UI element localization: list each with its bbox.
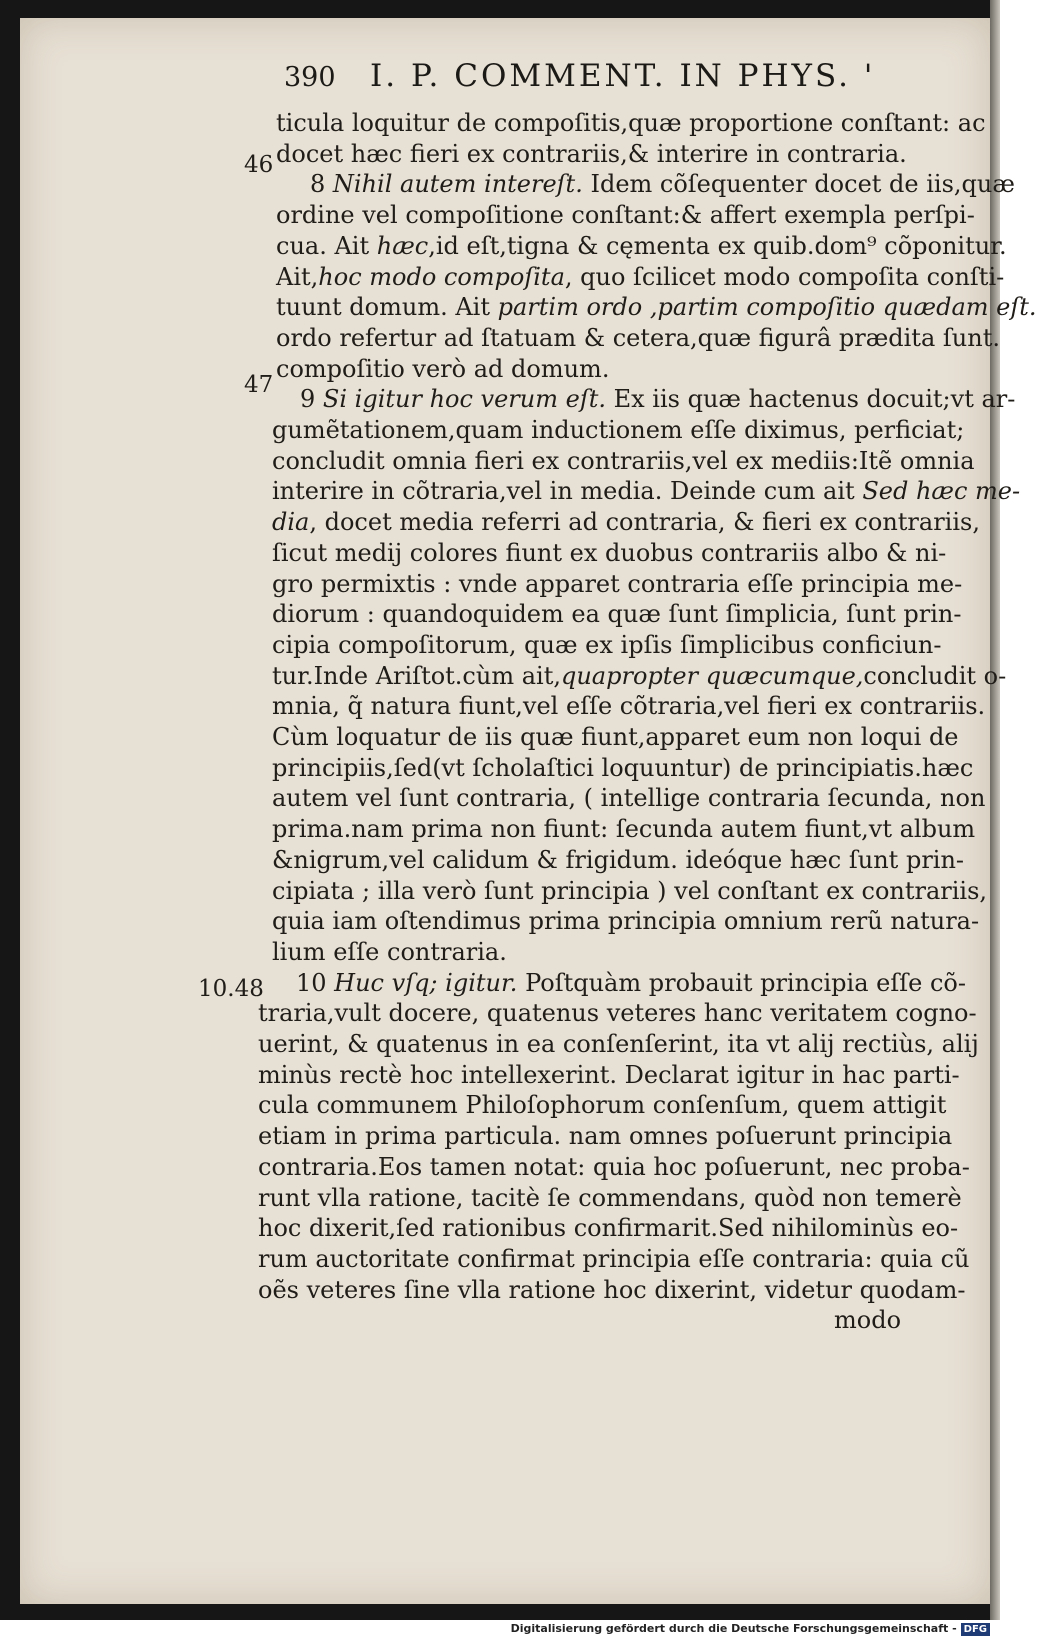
text-segment: Sed hæc me- bbox=[862, 477, 1021, 505]
dfg-logo: DFG bbox=[961, 1623, 990, 1636]
text-segment: Huc vſq; igitur. bbox=[334, 969, 518, 997]
text-line bbox=[276, 292, 1037, 322]
text-line bbox=[258, 1121, 953, 1151]
text-segment: autem vel ſunt contraria, ( intellige contraria ſecunda, non bbox=[272, 784, 986, 812]
text-line bbox=[272, 446, 975, 476]
text-line bbox=[272, 476, 1021, 506]
text-segment: diorum : quandoquidem ea quæ ſunt ſimplicia, ſunt prin- bbox=[272, 600, 962, 628]
text-segment: 8 bbox=[310, 170, 333, 198]
text-segment: etiam in prima particula. nam omnes poſuerunt principia bbox=[258, 1122, 953, 1150]
page-number: 390 bbox=[284, 62, 336, 93]
text-line bbox=[834, 1305, 901, 1335]
running-title: I. P. COMMENT. IN PHYS. ' bbox=[370, 58, 876, 94]
text-segment: Ait, bbox=[276, 263, 319, 291]
text-line bbox=[272, 814, 976, 844]
text-segment: cipia compoſitorum, quæ ex ipſis ſimplicibus conficiun- bbox=[272, 631, 942, 659]
text-line bbox=[272, 691, 986, 721]
text-line bbox=[258, 1183, 962, 1213]
text-line bbox=[272, 753, 974, 783]
text-line bbox=[272, 630, 942, 660]
text-segment: rum auctoritate confirmat principia eſſe contraria: quia cũ bbox=[258, 1245, 970, 1273]
text-segment: 10 bbox=[296, 969, 335, 997]
text-line bbox=[272, 569, 963, 599]
text-segment: interire in cõtraria,vel in media. Deinde cum ait bbox=[272, 477, 863, 505]
text-segment: Idem cõſequenter docet de iis,quæ bbox=[582, 170, 1015, 198]
text-segment: Nihil autem intereſt. bbox=[332, 170, 583, 198]
text-segment: 9 bbox=[300, 385, 323, 413]
text-segment: , docet media referri ad contraria, & fieri ex contrariis, bbox=[309, 508, 980, 536]
text-segment: quapropter quæcumque, bbox=[560, 662, 864, 690]
text-segment: tur.Inde Ariſtot.cùm ait, bbox=[272, 662, 561, 690]
text-line bbox=[258, 998, 977, 1028]
text-segment: tuunt domum. Ait bbox=[276, 293, 498, 321]
text-segment: cua. Ait bbox=[276, 232, 377, 260]
text-line bbox=[258, 1060, 960, 1090]
text-segment: Cùm loquatur de iis quæ fiunt,apparet eum non loqui de bbox=[272, 723, 959, 751]
text-line bbox=[296, 968, 966, 998]
text-segment: Poſtquàm probauit principia eſſe cõ- bbox=[517, 969, 966, 997]
text-line bbox=[272, 538, 947, 568]
text-line bbox=[258, 1213, 959, 1243]
text-line bbox=[272, 661, 1007, 691]
text-line bbox=[258, 1090, 947, 1120]
text-segment: Ex iis quæ hactenus docuit;vt ar- bbox=[605, 385, 1016, 413]
text-line bbox=[276, 323, 1000, 353]
text-segment: , quo ſcilicet modo compoſita conſti- bbox=[564, 263, 1005, 291]
text-line bbox=[272, 937, 507, 967]
text-segment: ,id eſt,tigna & cęmenta ex quib.dom⁹ cõponitur. bbox=[428, 232, 1007, 260]
digitization-credit bbox=[511, 1620, 990, 1638]
text-segment: quia iam oſtendimus prima principia omnium rerũ natura- bbox=[272, 907, 980, 935]
text-segment: Si igitur hoc verum eſt. bbox=[322, 385, 606, 413]
text-line bbox=[276, 108, 986, 138]
text-line bbox=[310, 169, 1015, 199]
text-segment: hoc modo compoſita bbox=[318, 263, 565, 291]
text-line bbox=[300, 384, 1016, 414]
text-line bbox=[272, 876, 988, 906]
running-header bbox=[284, 58, 984, 108]
text-line bbox=[258, 1029, 979, 1059]
text-segment: contraria.Eos tamen notat: quia hoc poſuerunt, nec proba- bbox=[258, 1153, 970, 1181]
text-segment: gumẽtationem,quam inductionem eſſe diximus, perficiat; bbox=[272, 416, 965, 444]
text-segment: cipiata ; illa verò ſunt principia ) vel conſtant ex contrariis, bbox=[272, 877, 988, 905]
text-segment: modo bbox=[834, 1306, 902, 1334]
text-segment: principiis,ſed(vt ſcholaſtici loquuntur) de principiatis.hæc bbox=[272, 754, 974, 782]
text-segment: lium eſſe contraria. bbox=[272, 938, 507, 966]
text-segment: hæc bbox=[376, 232, 429, 260]
text-line bbox=[276, 231, 1007, 261]
text-line bbox=[272, 845, 965, 875]
text-line bbox=[272, 722, 959, 752]
text-line bbox=[276, 139, 907, 169]
text-line bbox=[276, 354, 609, 384]
text-line bbox=[258, 1244, 970, 1274]
text-segment: ticula loquitur de compoſitis,quæ proportione conſtant: ac bbox=[276, 109, 986, 137]
text-segment: gro permixtis : vnde apparet contraria eſſe principia me- bbox=[272, 570, 963, 598]
text-segment: ordine vel compoſitione conſtant:& affert exempla perſpi- bbox=[276, 201, 975, 229]
text-segment: compoſitio verò ad domum. bbox=[276, 355, 610, 383]
text-segment: hoc dixerit,ſed rationibus confirmarit.Sed nihilominùs eo- bbox=[258, 1214, 959, 1242]
margin-note: 10.48 bbox=[198, 976, 264, 1002]
text-segment: ordo refertur ad ſtatuam & cetera,quæ figurâ prædita ſunt. bbox=[276, 324, 1000, 352]
text-segment: mnia, q̃ natura fiunt,vel eſſe cõtraria,vel fieri ex contrariis. bbox=[272, 692, 986, 720]
text-line bbox=[272, 507, 980, 537]
margin-note: 47 bbox=[244, 372, 274, 398]
text-segment: concludit o- bbox=[863, 662, 1007, 690]
credit-text: Digitalisierung gefördert durch die Deutsche Forschungsgemeinschaft - bbox=[510, 1622, 957, 1635]
text-line bbox=[272, 783, 986, 813]
text-segment: minùs rectè hoc intellexerint. Declarat igitur in hac parti- bbox=[258, 1061, 960, 1089]
text-line bbox=[276, 262, 1005, 292]
text-segment: partim ordo ,partim compoſitio quædam eſt. bbox=[497, 293, 1037, 321]
text-segment: prima.nam prima non fiunt: ſecunda autem fiunt,vt album bbox=[272, 815, 976, 843]
text-line bbox=[258, 1275, 966, 1305]
text-segment: concludit omnia fieri ex contrariis,vel ex mediis:Itẽ omnia bbox=[272, 447, 975, 475]
text-segment: traria,vult docere, quatenus veteres hanc veritatem cogno- bbox=[258, 999, 977, 1027]
text-segment: ſicut medij colores fiunt ex duobus contrariis albo & ni- bbox=[272, 539, 947, 567]
text-segment: oẽs veteres ſine vlla ratione hoc dixerint, videtur quodam- bbox=[258, 1276, 966, 1304]
text-line bbox=[276, 200, 975, 230]
text-segment: uerint, & quatenus in ea conſenſerint, ita vt alij rectiùs, alij bbox=[258, 1030, 979, 1058]
text-segment: cula communem Philoſophorum conſenſum, quem attigit bbox=[258, 1091, 947, 1119]
text-line bbox=[272, 906, 980, 936]
text-segment: dia bbox=[272, 508, 310, 536]
text-line bbox=[272, 599, 962, 629]
text-segment: runt vlla ratione, tacitè ſe commendans, quòd non temerè bbox=[258, 1184, 962, 1212]
text-line bbox=[258, 1152, 970, 1182]
text-line bbox=[272, 415, 965, 445]
text-segment: &nigrum,vel calidum & frigidum. ideóque hæc ſunt prin- bbox=[272, 846, 965, 874]
text-segment: docet hæc fieri ex contrariis,& interire in contraria. bbox=[276, 140, 907, 168]
margin-note: 46 bbox=[244, 152, 274, 178]
